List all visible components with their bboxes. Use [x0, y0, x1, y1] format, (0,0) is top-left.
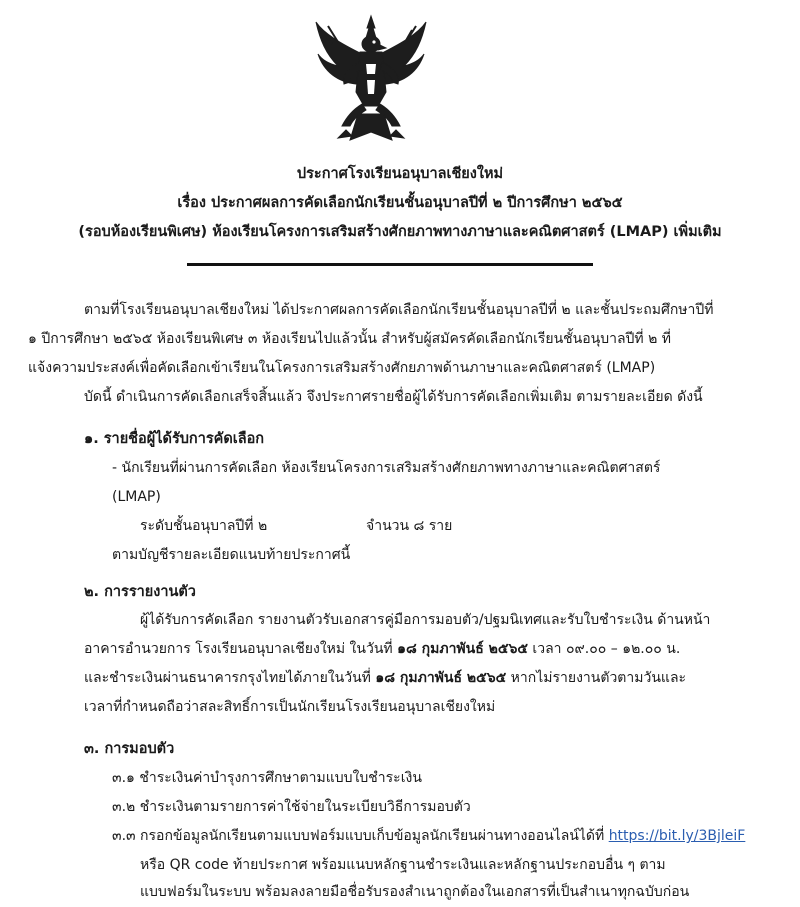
section3-item-3-text: ๓.๓ กรอกข้อมูลนักเรียนตามแบบฟอร์มแบบเก็บข้อมูลนักเรียนผ่านทางออนไลน์ได้ที่ [112, 828, 609, 844]
intro-paragraph [28, 296, 773, 412]
section1-bullet-line-2: (LMAP) [112, 489, 161, 505]
section2-line-4: เวลาที่กำหนดถือว่าสละสิทธิ์การเป็นนักเรียนโรงเรียนอนุบาลเชียงใหม่ [84, 699, 496, 715]
section2-line-2 [84, 635, 680, 664]
payment-date: ๑๘ กุมภาพันธ์ ๒๕๖๕ [375, 670, 507, 686]
section1-level-label: ระดับชั้นอนุบาลปีที่ ๒ [140, 518, 268, 534]
section3-item-3-line-2: หรือ QR code ท้ายประกาศ พร้อมแนบหลักฐานชำระเงินและหลักฐานประกอบอื่น ๆ ตาม [140, 857, 666, 873]
section3-item-2: ๓.๒ ชำระเงินตามรายการค่าใช้จ่ายในระเบียบวิธีการมอบตัว [112, 799, 471, 815]
intro-line-1: ตามที่โรงเรียนอนุบาลเชียงใหม่ ได้ประกาศผลการคัดเลือกนักเรียนชั้นอนุบาลปีที่ ๒ และชั้นประถมศึกษาปีที่ [84, 302, 714, 318]
report-date: ๑๘ กุมภาพันธ์ ๒๕๖๕ [397, 641, 528, 657]
announcement-title [0, 160, 800, 247]
section1-bullet-line-1: - นักเรียนที่ผ่านการคัดเลือก ห้องเรียนโครงการเสริมสร้างศักยภาพทางภาษาและคณิตศาสตร์ [112, 460, 661, 476]
section2-line-2-text: อาคารอำนวยการ โรงเรียนอนุบาลเชียงใหม่ ในวันที่ [84, 641, 398, 657]
intro-line-4: บัดนี้ ดำเนินการคัดเลือกเสร็จสิ้นแล้ว จึงประกาศรายชื่อผู้ได้รับการคัดเลือกเพิ่มเติม ตามรายละเอียด ดังนี้ [84, 389, 703, 405]
intro-line-3: แจ้งความประสงค์เพื่อคัดเลือกเข้าเรียนในโครงการเสริมสร้างศักยภาพด้านภาษาและคณิตศาสตร์ (LMAP) [28, 360, 656, 376]
section3-item-3-line-3: แบบฟอร์มในระบบ พร้อมลงลายมือชื่อรับรองสำเนาถูกต้องในเอกสารที่เป็นสำเนาทุกฉบับก่อน [140, 884, 690, 900]
registration-form-link[interactable]: https://bit.ly/3BjleiF [608, 828, 746, 844]
section2-line-3-text: และชำระเงินผ่านธนาคารกรุงไทยได้ภายในวันที่ [84, 670, 376, 686]
section2-line-1: ผู้ได้รับการคัดเลือก รายงานตัวรับเอกสารคู่มือการมอบตัว/ปฐมนิเทศและรับใบชำระเงิน ด้านหน้า [140, 612, 711, 628]
section1-heading: ๑. รายชื่อผู้ได้รับการคัดเลือก [84, 431, 265, 447]
section1-attached-note: ตามบัญชีรายละเอียดแนบท้ายประกาศนี้ [112, 547, 351, 563]
section2-line-3-tail: หากไม่รายงานตัวตามวันและ [506, 670, 687, 686]
section3-heading: ๓. การมอบตัว [84, 741, 175, 757]
section2-line-3 [84, 664, 686, 693]
title-divider [187, 263, 593, 266]
section2-heading: ๒. การรายงานตัว [84, 584, 196, 600]
section3-item-1: ๓.๑ ชำระเงินค่าบำรุงการศึกษาตามแบบใบชำระเงิน [112, 770, 422, 786]
section2-line-2-time: เวลา ๐๙.๐๐ – ๑๒.๐๐ น. [527, 641, 681, 657]
section3-item-3 [112, 822, 745, 851]
title-line-2: เรื่อง ประกาศผลการคัดเลือกนักเรียนชั้นอนุบาลปีที่ ๒ ปีการศึกษา ๒๕๖๕ [177, 195, 623, 211]
title-line-1: ประกาศโรงเรียนอนุบาลเชียงใหม่ [296, 166, 504, 182]
section1-count-label: จำนวน ๘ ราย [366, 518, 453, 534]
garuda-icon [312, 14, 430, 144]
title-line-3: (รอบห้องเรียนพิเศษ) ห้องเรียนโครงการเสริมสร้างศักยภาพทางภาษาและคณิตศาสตร์ (LMAP) เพิ่มเติม [78, 224, 722, 240]
intro-line-2: ๑ ปีการศึกษา ๒๕๖๕ ห้องเรียนพิเศษ ๓ ห้องเรียนไปแล้วนั้น สำหรับผู้สมัครคัดเลือกนักเรียนชั้นอนุบาลปีที่ ๒ ที่ [28, 331, 672, 347]
garuda-emblem [312, 14, 430, 144]
